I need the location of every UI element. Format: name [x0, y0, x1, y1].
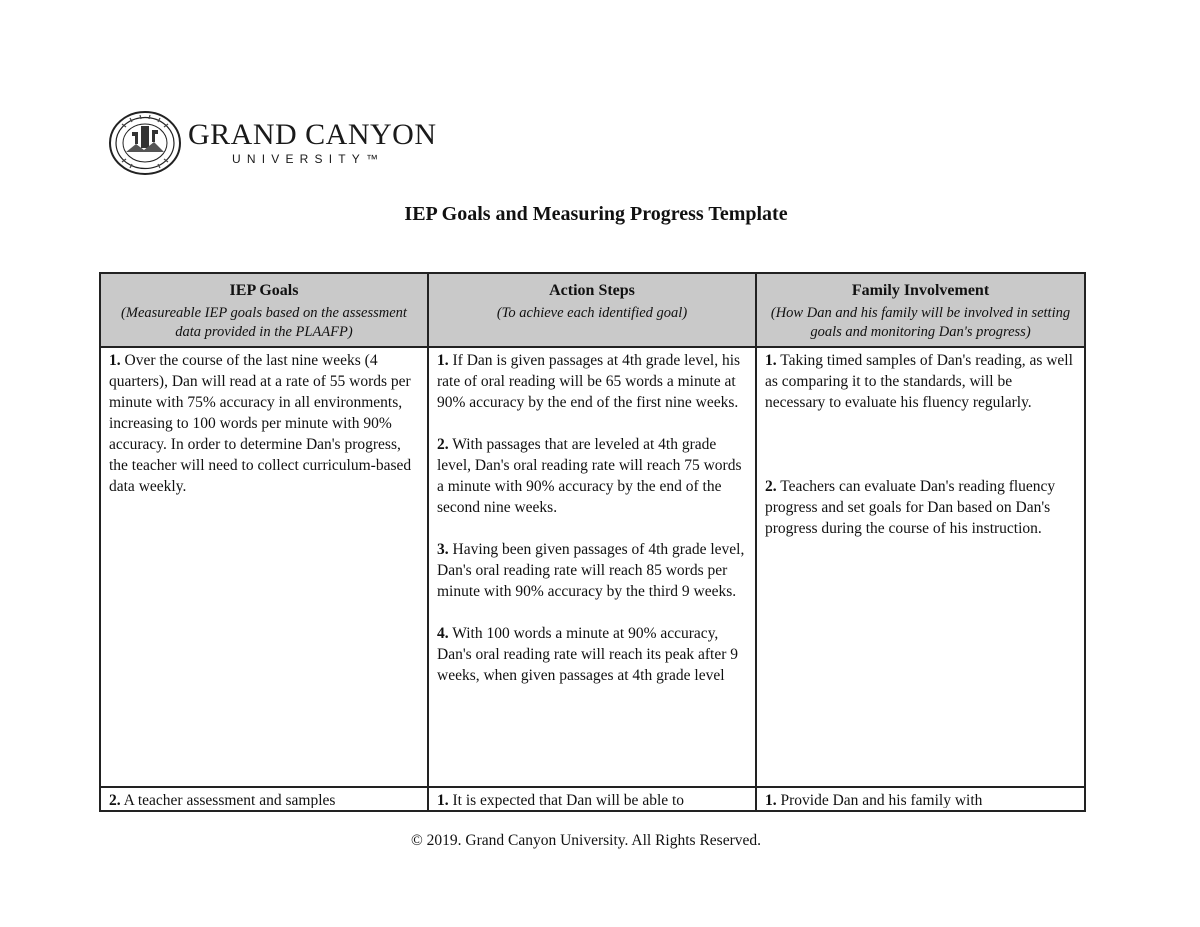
header-iep-goals	[100, 273, 428, 347]
column-subtitle: (Measureable IEP goals based on the assessment data provided in the PLAAFP)	[121, 305, 407, 340]
goal-cell	[100, 347, 428, 787]
family-item: 1. Provide Dan and his family with	[765, 792, 983, 808]
family-cell	[756, 787, 1085, 811]
column-title: Family Involvement	[851, 282, 990, 299]
header-action-steps	[428, 273, 756, 347]
action-step: 4. With 100 words a minute at 90% accuracy, Dan's oral reading rate will reach its peak after 9 weeks, when given passages at 4th grade level	[437, 625, 739, 684]
university-name: GRAND CANYON	[188, 118, 437, 151]
action-cell	[428, 347, 756, 787]
university-subtitle: UNIVERSITY™	[232, 152, 385, 166]
goal-text: 2. A teacher assessment and samples	[109, 792, 336, 808]
column-title: Action Steps	[549, 282, 635, 299]
table-row	[100, 347, 1085, 787]
wordmark	[188, 119, 437, 167]
copyright-footer: © 2019. Grand Canyon University. All Rights Reserved.	[410, 832, 761, 849]
action-step: 2. With passages that are leveled at 4th grade level, Dan's oral reading rate will reach 75 words a minute with 90% accuracy by the end of the second nine weeks.	[437, 436, 742, 516]
family-cell	[756, 347, 1085, 787]
page-title: IEP Goals and Measuring Progress Template	[404, 203, 788, 225]
action-step: 1. It is expected that Dan will be able to	[437, 792, 685, 808]
family-item: 2. Teachers can evaluate Dan's reading fluency progress and set goals for Dan based on Dan's progress during the course of his instruction.	[765, 478, 1056, 537]
action-step: 3. Having been given passages of 4th grade level, Dan's oral reading rate will reach 85 words per minute with 90% accuracy by the third 9 weeks.	[437, 541, 745, 600]
column-subtitle: (How Dan and his family will be involved in setting goals and monitoring Dan's progress)	[770, 305, 1071, 340]
table-header-row	[100, 273, 1085, 347]
header-family-involvement	[756, 273, 1085, 347]
column-subtitle: (To achieve each identified goal)	[496, 305, 688, 321]
university-logo	[108, 110, 437, 176]
goal-text: 1. Over the course of the last nine weeks (4 quarters), Dan will read at a rate of 55 words per minute with 75% accuracy in all environments, increasing to 100 words per minute with 90% accuracy. In order to determine Dan's progress, the teacher will need to collect curriculum-based data weekly.	[109, 352, 412, 495]
action-step: 1. If Dan is given passages at 4th grade level, his rate of oral reading will be 65 words a minute at 90% accuracy by the end of the first nine weeks.	[437, 352, 741, 411]
family-item: 1. Taking timed samples of Dan's reading, as well as comparing it to the standards, will be necessary to evaluate his fluency regularly.	[765, 352, 1073, 411]
column-title: IEP Goals	[229, 282, 299, 299]
table-row	[100, 787, 1085, 811]
university-seal-icon	[108, 110, 182, 176]
action-cell	[428, 787, 756, 811]
iep-table	[99, 272, 1086, 812]
goal-cell	[100, 787, 428, 811]
